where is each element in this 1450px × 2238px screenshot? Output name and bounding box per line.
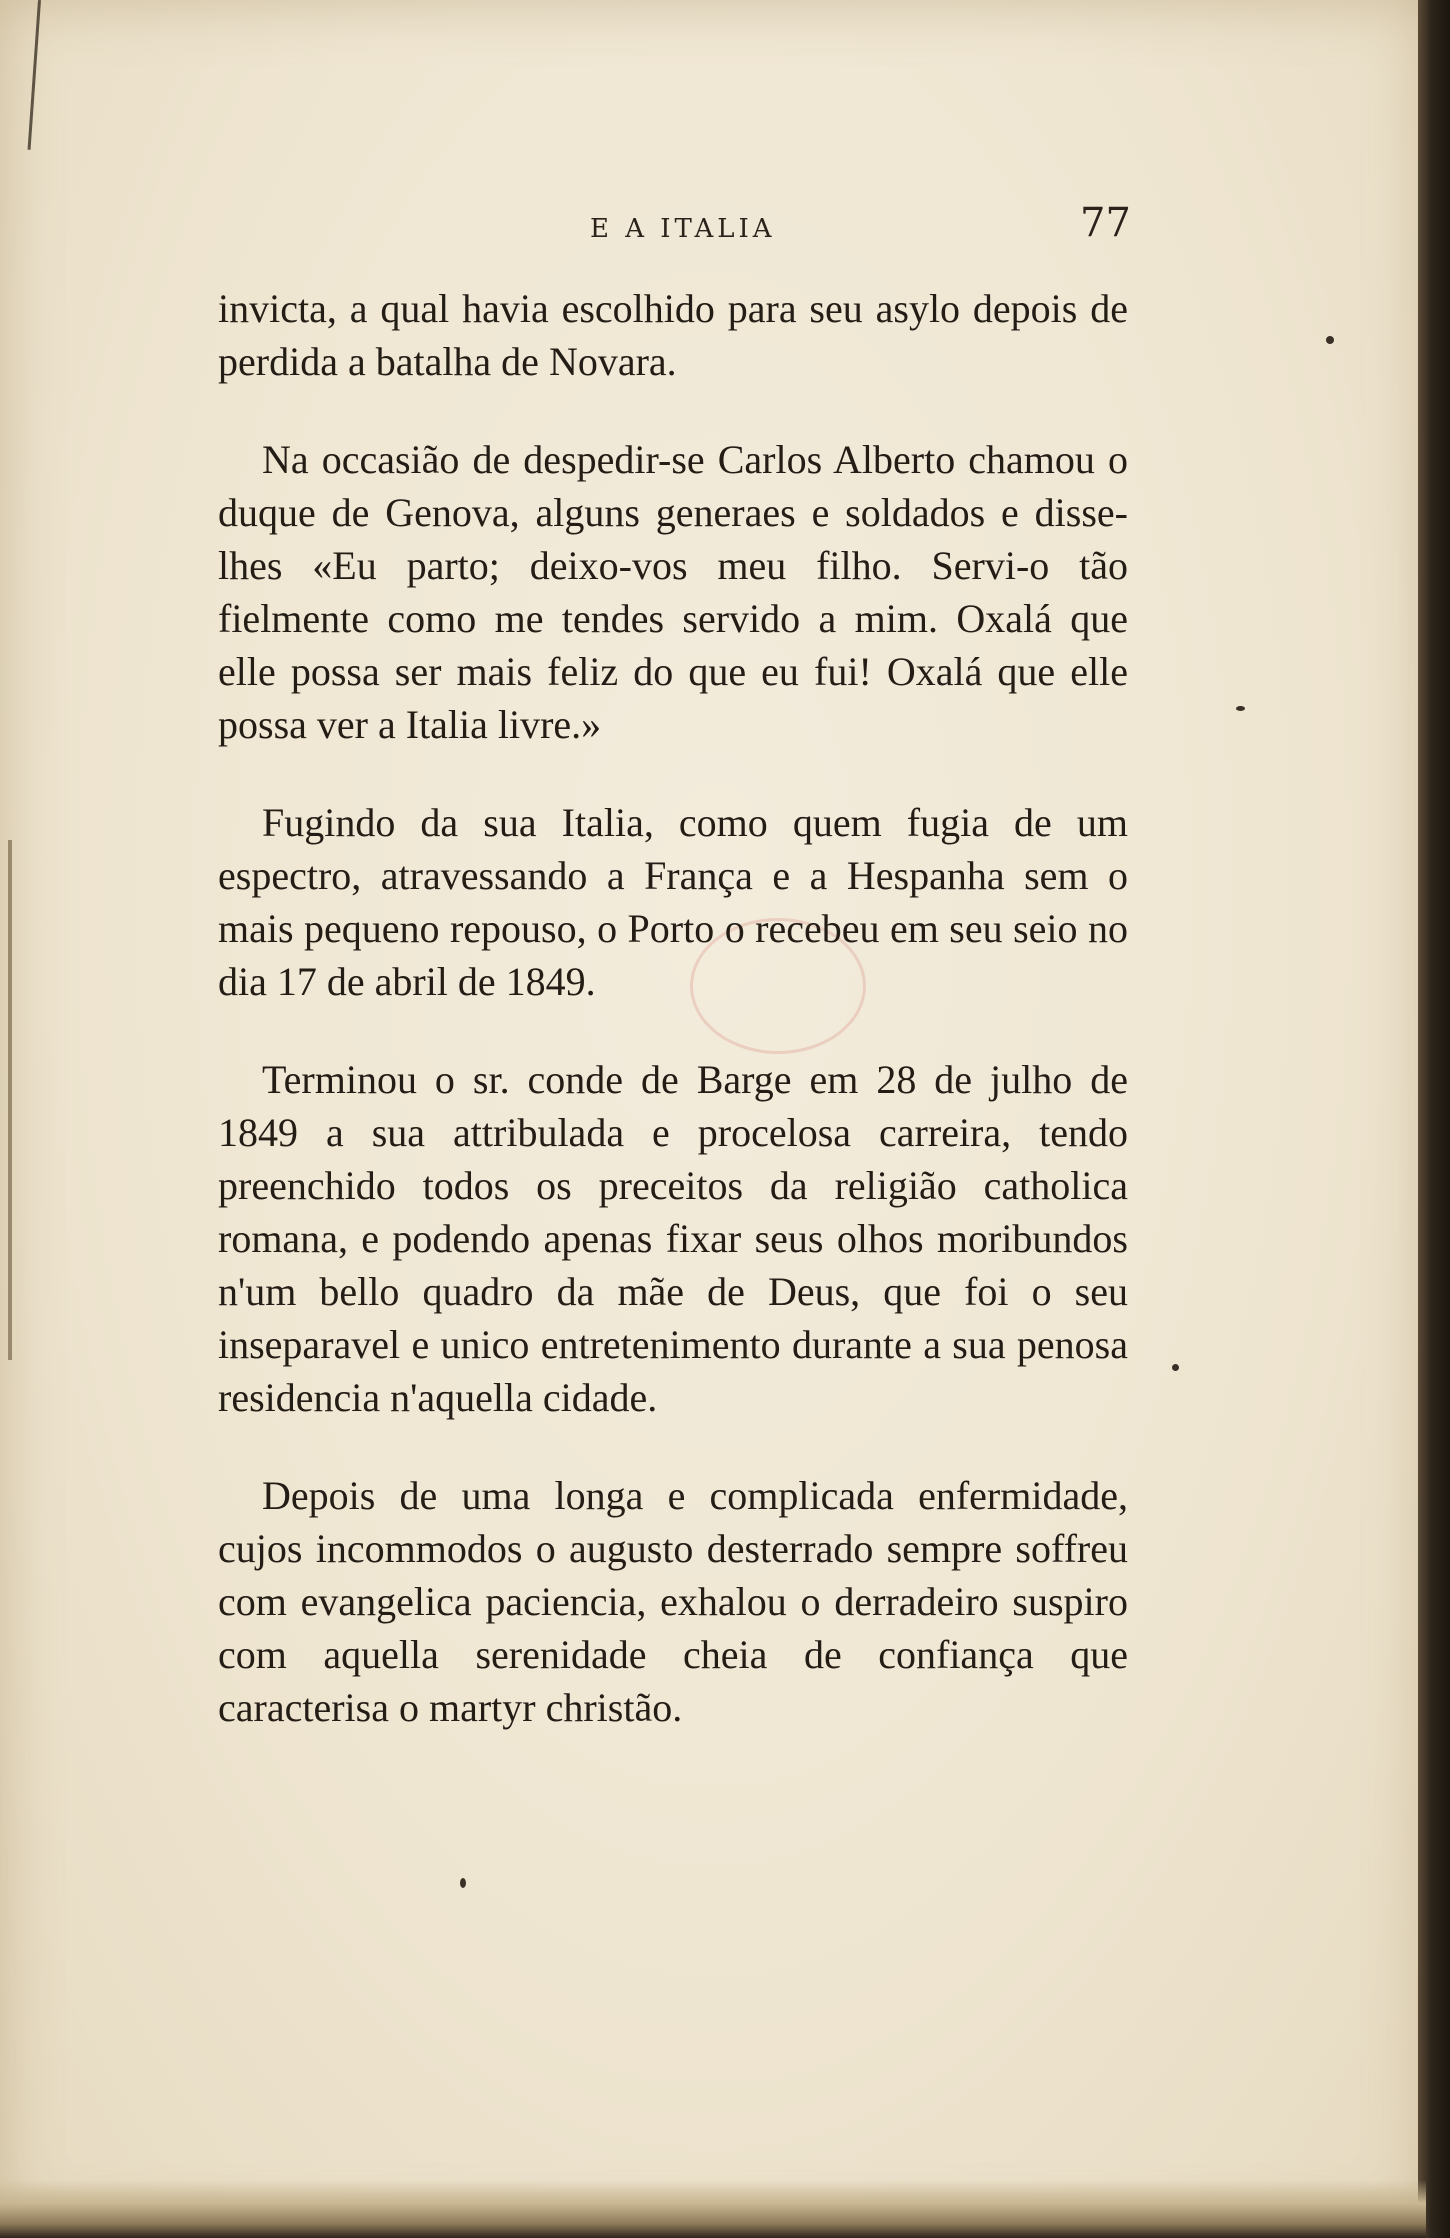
ink-speck [1236, 706, 1245, 711]
ink-speck [1326, 336, 1334, 344]
paragraph: Terminou o sr. conde de Barge em 28 de julho de 1849 a sua attribulada e procelosa carreira, tendo preenchido todos os preceitos da religião catholica romana, e podendo apenas fixar seus olhos moribundos n'um bello quadro da mãe de Deus, que foi o seu inseparavel e unico entretenimento durante a sua penosa residencia n'aquella cidade. [218, 1057, 1128, 1420]
binding-edge [8, 840, 12, 1360]
running-title: E A ITALIA [590, 214, 776, 244]
pencil-mark [28, 0, 41, 150]
page-edge-right [1418, 0, 1450, 2238]
page-number: 77 [1080, 200, 1131, 246]
paragraph: Fugindo da sua Italia, como quem fugia de um espectro, atravessando a França e a Hespanha sem o mais pequeno repouso, o Porto o recebeu em seu seio no dia 17 de abril de 1849. [218, 800, 1128, 1004]
page-edge-bottom [0, 2180, 1426, 2238]
paragraph: Na occasião de despedir-se Carlos Alberto chamou o duque de Genova, alguns generaes e soldados e disse-lhes «Eu parto; deixo-vos meu filho. Servi-o tão fielmente como me tendes servido a mim. Oxalá que elle possa ser mais feliz do que eu fui! Oxalá que elle possa ver a Italia livre.» [218, 437, 1128, 747]
body-text [218, 282, 1128, 1779]
page-header [0, 200, 1426, 260]
paragraph: Depois de uma longa e complicada enfermidade, cujos incommodos o augusto desterrado sempre soffreu com evangelica paciencia, exhalou o derradeiro suspiro com aquella serenidade cheia de confiança que caracterisa o martyr christão. [218, 1473, 1128, 1730]
ink-speck [1172, 1364, 1179, 1371]
paragraph: invicta, a qual havia escolhido para seu asylo depois de perdida a batalha de Novara. [218, 286, 1128, 384]
ink-speck [460, 1878, 466, 1888]
